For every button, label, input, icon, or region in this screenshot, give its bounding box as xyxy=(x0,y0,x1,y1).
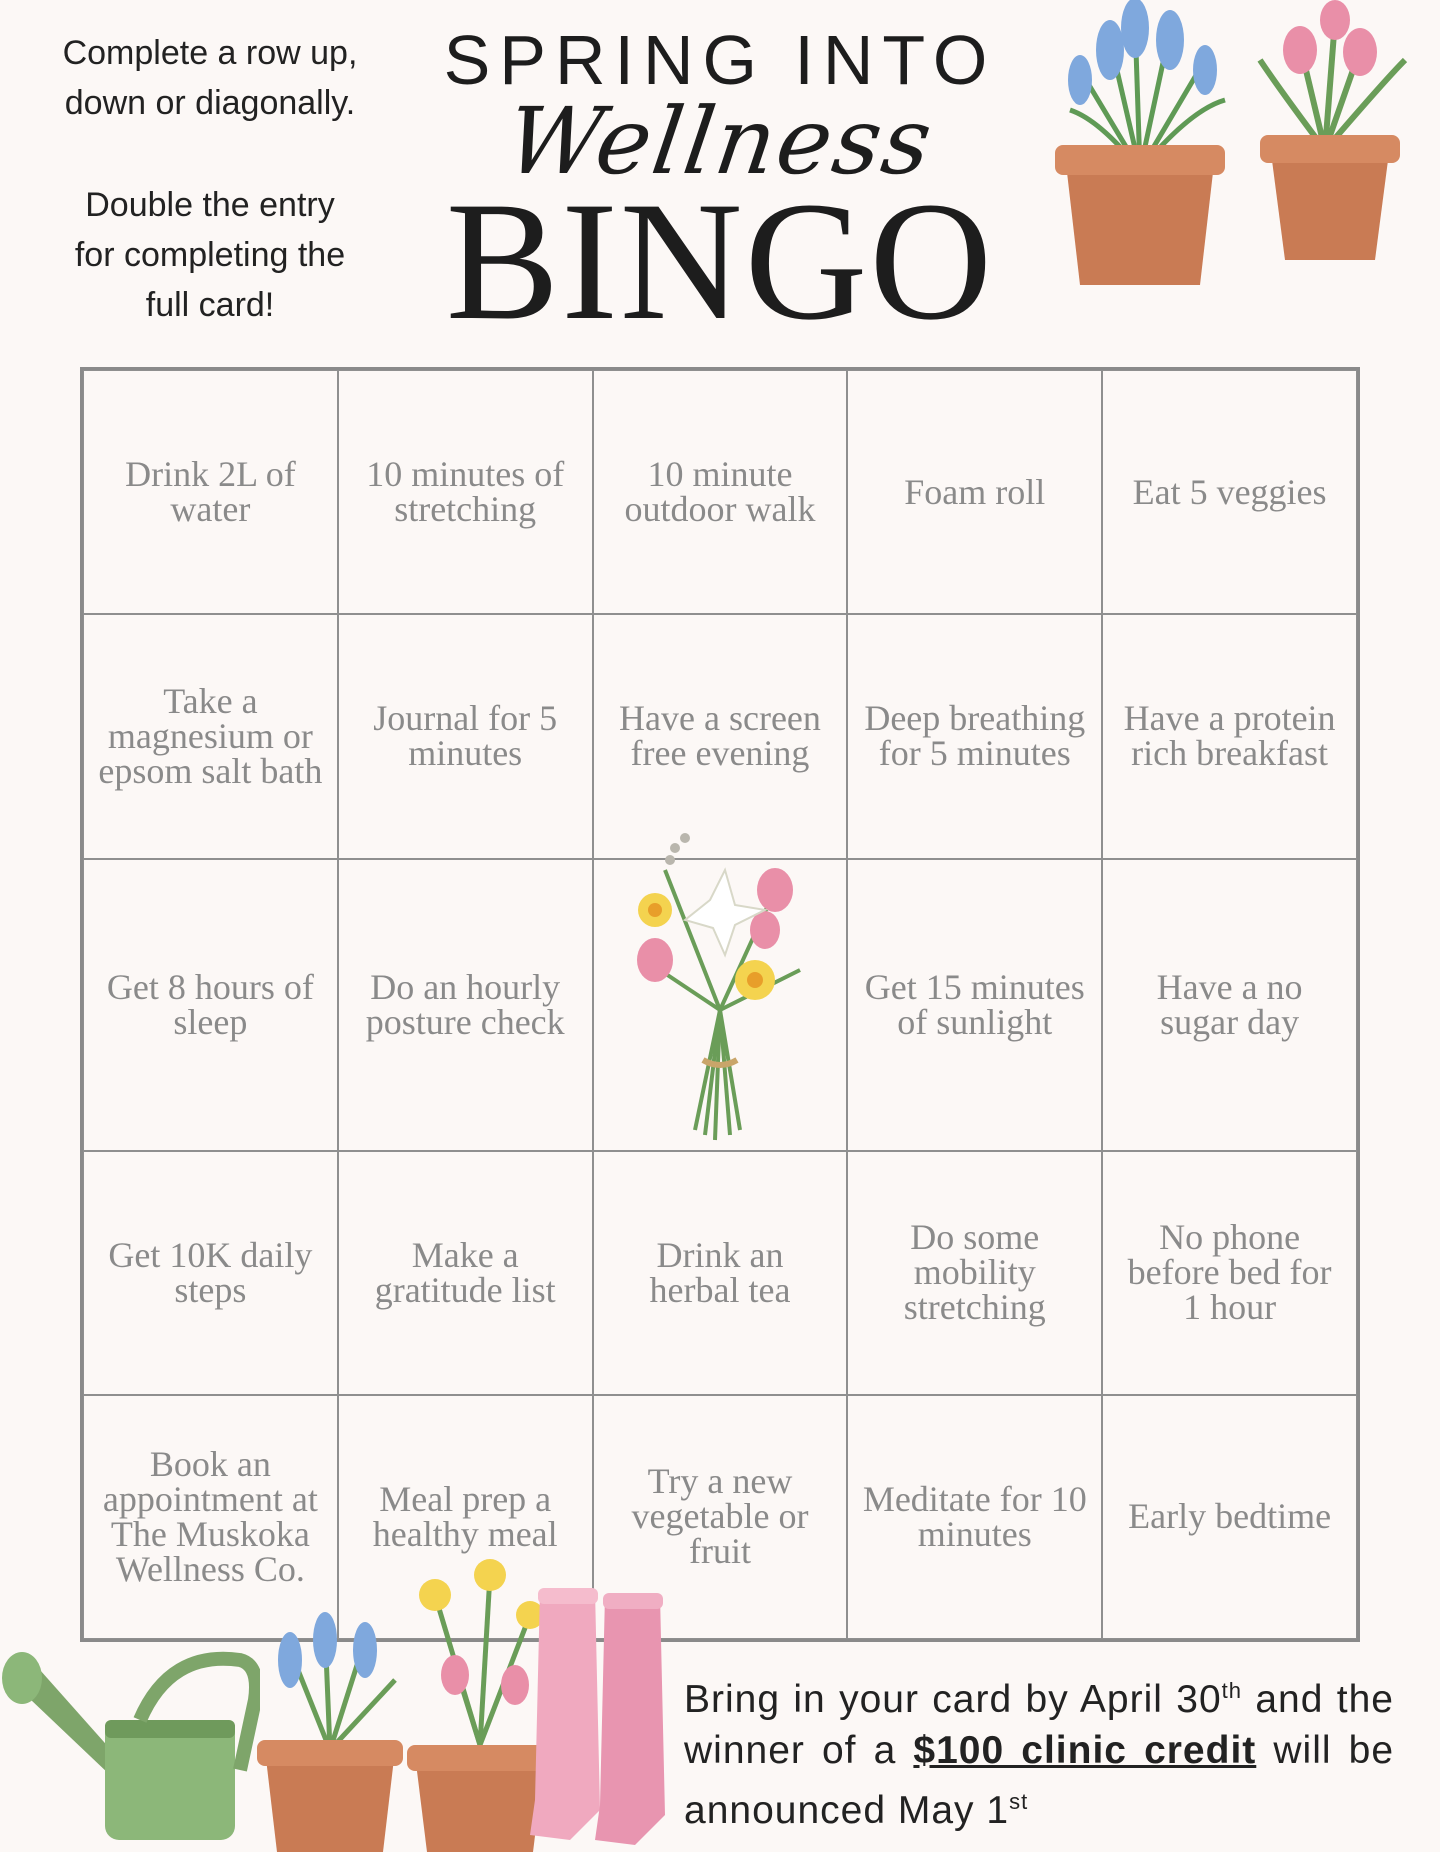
bingo-cell[interactable]: Book an appointment at The Muskoka Wellness Co. xyxy=(83,1395,338,1639)
potted-tulip-icon xyxy=(1225,0,1425,270)
instruction-line: Complete a row up, xyxy=(62,34,358,72)
bingo-grid xyxy=(80,367,1360,1642)
title-wellness: Wellness xyxy=(500,88,940,195)
watering-can-icon xyxy=(0,1620,260,1850)
bingo-cell[interactable]: Have a screen free evening xyxy=(593,614,848,858)
bingo-cell[interactable]: 10 minutes of stretching xyxy=(338,370,593,614)
bingo-cell[interactable]: Do some mobility stretching xyxy=(847,1151,1102,1395)
potted-hyacinth-icon xyxy=(1040,0,1240,300)
ordinal-suffix: th xyxy=(1221,1678,1243,1703)
instruction-line: full card! xyxy=(145,286,275,324)
bingo-cell[interactable]: Drink an herbal tea xyxy=(593,1151,848,1395)
bingo-cell[interactable]: Make a gratitude list xyxy=(338,1151,593,1395)
bingo-cell[interactable]: Meal prep a healthy meal xyxy=(338,1395,593,1639)
bingo-cell[interactable]: Take a magnesium or epsom salt bath xyxy=(83,614,338,858)
bingo-cell[interactable]: Eat 5 veggies xyxy=(1102,370,1357,614)
bingo-cell[interactable]: Foam roll xyxy=(847,370,1102,614)
rain-boots-icon xyxy=(530,1580,680,1852)
footer-text-part: will be announced May 1 xyxy=(684,1729,1395,1832)
footer-announcement xyxy=(684,1665,1394,1836)
bingo-cell[interactable]: Have a protein rich breakfast xyxy=(1102,614,1357,858)
ordinal-suffix: st xyxy=(1009,1789,1029,1814)
bingo-cell[interactable]: No phone before bed for 1 hour xyxy=(1102,1151,1357,1395)
bingo-cell[interactable]: 10 minute outdoor walk xyxy=(593,370,848,614)
footer-text-part: and the winner of a xyxy=(684,1678,1394,1772)
bingo-cell[interactable]: Early bedtime xyxy=(1102,1395,1357,1639)
page-title xyxy=(420,20,1020,355)
bingo-cell[interactable]: Get 8 hours of sleep xyxy=(83,859,338,1151)
bingo-cell[interactable]: Meditate for 10 minutes xyxy=(847,1395,1102,1639)
bingo-cell[interactable]: Have a no sugar day xyxy=(1102,859,1357,1151)
bingo-cell[interactable]: Journal for 5 minutes xyxy=(338,614,593,858)
title-spring-into: SPRING INTO xyxy=(443,21,997,99)
prize-highlight: $100 clinic credit xyxy=(913,1729,1257,1772)
bingo-cell[interactable]: Get 10K daily steps xyxy=(83,1151,338,1395)
bingo-cell[interactable]: Drink 2L of water xyxy=(83,370,338,614)
title-bingo: BINGO xyxy=(445,167,995,355)
bingo-cell[interactable]: Get 15 minutes of sunlight xyxy=(847,859,1102,1151)
bingo-cell[interactable]: Try a new vegetable or fruit xyxy=(593,1395,848,1639)
footer-text-part: Bring in your card by April 30 xyxy=(684,1678,1222,1721)
instruction-line: for completing the xyxy=(74,236,346,274)
instruction-line: down or diagonally. xyxy=(64,84,356,122)
potted-hyacinth-icon xyxy=(245,1600,415,1852)
instruction-line: Double the entry xyxy=(85,186,335,224)
flower-bouquet-icon xyxy=(615,830,825,1150)
free-space-cell[interactable] xyxy=(593,859,848,1151)
bingo-cell[interactable]: Do an hourly posture check xyxy=(338,859,593,1151)
bingo-cell[interactable]: Deep breathing for 5 minutes xyxy=(847,614,1102,858)
instructions xyxy=(0,28,420,330)
